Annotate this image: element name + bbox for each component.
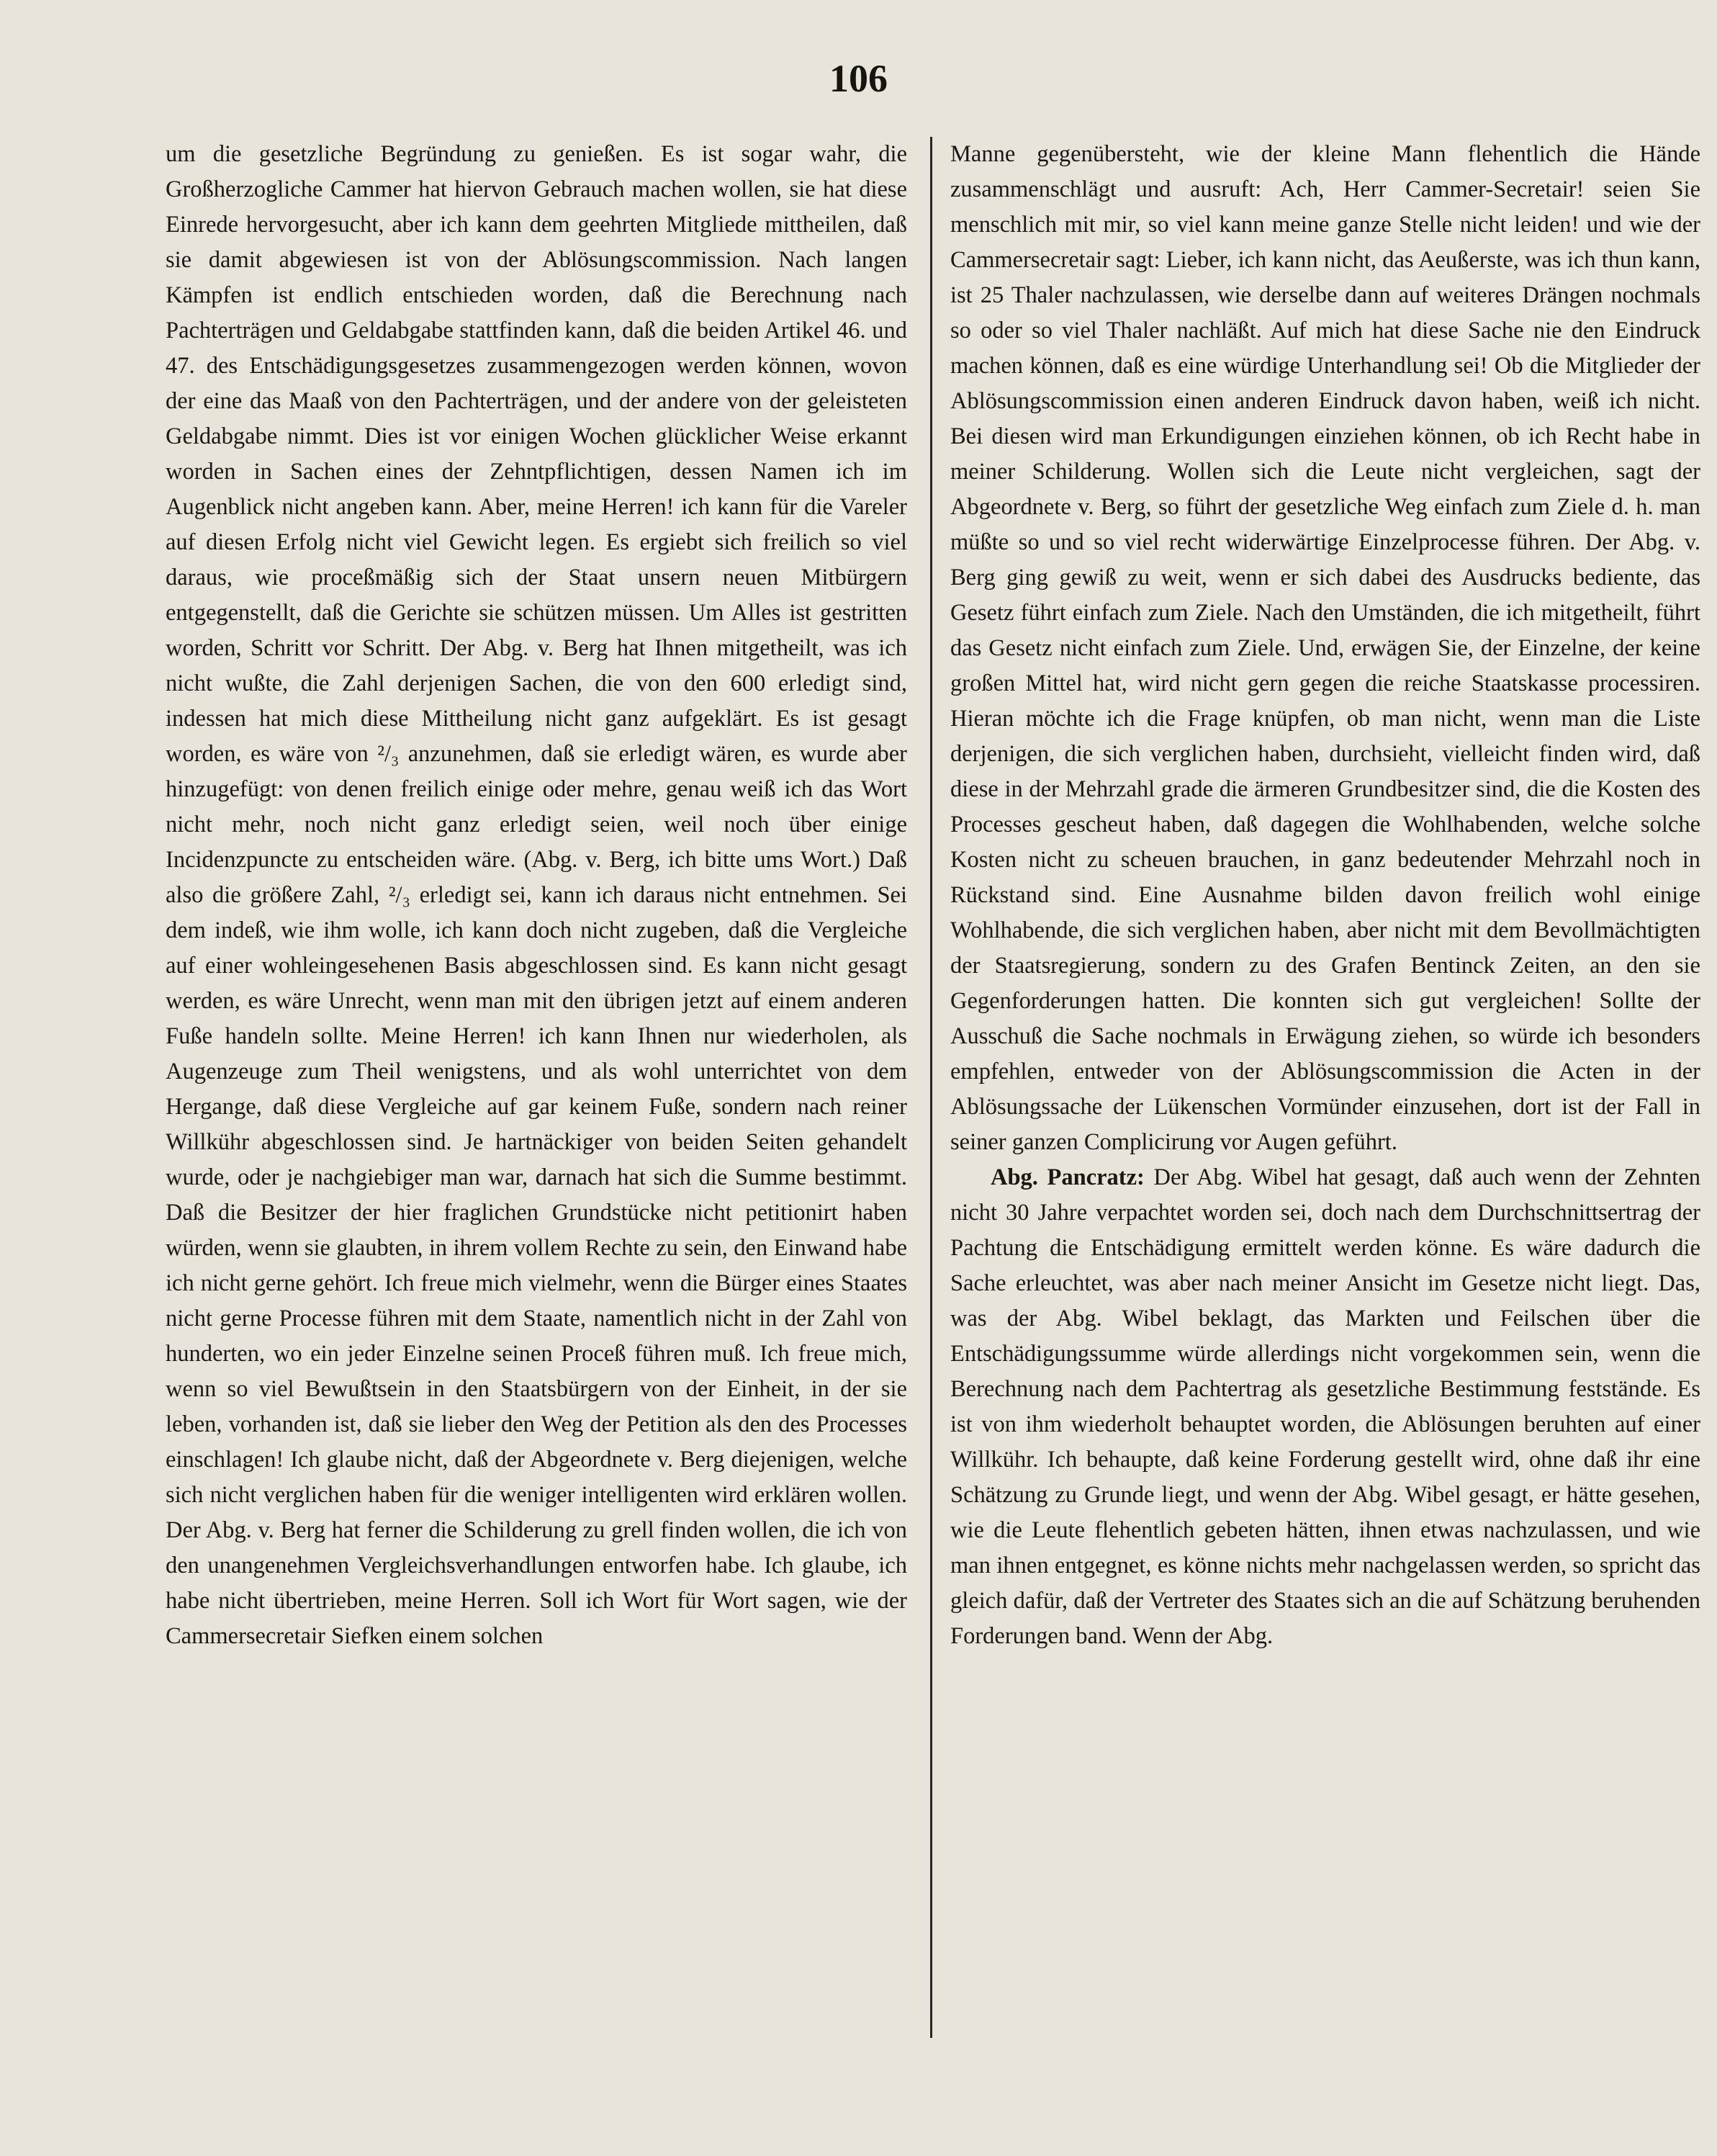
left-column xyxy=(166,137,907,1654)
left-paragraph: um die gesetzliche Begründung zu genießen. Es ist sogar wahr, die Großherzogliche Cammer hat hiervon Gebrauch machen wollen, sie hat diese Einrede hervorgesucht, aber ich kann dem geehrten Mitgliede mittheilen, daß sie damit abgewiesen ist von der Ablösungscommission. Nach langen Kämpfen ist endlich entschieden worden, daß die Berechnung nach Pachterträgen und Geldabgabe stattfinden kann, daß die beiden Artikel 46. und 47. des Entschädigungsgesetzes zusammengezogen werden können, wovon der eine das Maaß von den Pachterträgen, und der andere von der geleisteten Geldabgabe nimmt. Dies ist vor einigen Wochen glücklicher Weise erkannt worden in Sachen eines der Zehntpflichtigen, dessen Namen ich im Augenblick nicht angeben kann. Aber, meine Herren! ich kann für die Vareler auf diesen Erfolg nicht viel Gewicht legen. Es ergiebt sich freilich so viel daraus, wie proceßmäßig sich der Staat unsern neuen Mitbürgern entgegenstellt, daß die Gerichte sie schützen müssen. Um Alles ist gestritten worden, Schritt vor Schritt. Der Abg. v. Berg hat Ihnen mitgetheilt, was ich nicht wußte, die Zahl derjenigen Sachen, die von den 600 erledigt sind, indessen hat mich diese Mittheilung nicht ganz aufgeklärt. Es ist gesagt worden, es wäre von ²/₃ anzunehmen, daß sie erledigt wären, es wurde aber hinzugefügt: von denen freilich einige oder mehre, genau weiß ich das Wort nicht mehr, noch nicht ganz erledigt seien, weil noch über einige Incidenzpuncte zu entscheiden wäre. (Abg. v. Berg, ich bitte ums Wort.) Daß also die größere Zahl, ²/₃ erledigt sei, kann ich daraus nicht entnehmen. Sei dem indeß, wie ihm wolle, ich kann doch nicht zugeben, daß die Vergleiche auf einer wohleingesehenen Basis abgeschlossen sind. Es kann nicht gesagt werden, es wäre Unrecht, wenn man mit den übrigen jetzt auf einem anderen Fuße handeln sollte. Meine Herren! ich kann Ihnen nur wiederholen, als Augenzeuge zum Theil wenigstens, und als wohl unterrichtet von dem Hergange, daß diese Vergleiche auf gar keinem Fuße, sondern nach reiner Willkühr abgeschlossen sind. Je hartnäckiger von beiden Seiten gehandelt wurde, oder je nachgiebiger man war, darnach hat sich die Summe bestimmt. Daß die Besitzer der hier fraglichen Grundstücke nicht petitionirt haben würden, wenn sie glaubten, in ihrem vollem Rechte zu sein, den Einwand habe ich nicht gerne gehört. Ich freue mich vielmehr, wenn die Bürger eines Staates nicht gerne Processe führen mit dem Staate, namentlich nicht in der Zahl von hunderten, wo ein jeder Einzelne seinen Proceß führen muß. Ich freue mich, wenn so viel Bewußtsein in den Staatsbürgern von der Einheit, in der sie leben, vorhanden ist, daß sie lieber den Weg der Petition als den des Processes einschlagen! Ich glaube nicht, daß der Abgeordnete v. Berg diejenigen, welche sich nicht verglichen haben für die weniger intelligenten wird erklären wollen. Der Abg. v. Berg hat ferner die Schilderung zu grell finden wollen, die ich von den unangenehmen Vergleichsverhandlungen entworfen habe. Ich glaube, ich habe nicht übertrieben, meine Herren. Soll ich Wort für Wort sagen, wie der Cammersecretair Siefken einem solchen xyxy=(166,141,907,1649)
right-column xyxy=(950,137,1700,1654)
speech-paragraph xyxy=(950,1160,1700,1654)
right-paragraph: Manne gegenübersteht, wie der kleine Mann flehentlich die Hände zusammenschlägt und ausruft: Ach, Herr Cammer-Secretair! seien Sie menschlich mit mir, so viel kann meine ganze Stelle nicht leiden! und wie der Cammersecretair sagt: Lieber, ich kann nicht, das Aeußerste, was ich thun kann, ist 25 Thaler nachzulassen, wie derselbe dann auf weiteres Drängen nochmals so oder so viel Thaler nachläßt. Auf mich hat diese Sache nie den Eindruck machen können, daß es eine würdige Unterhandlung sei! Ob die Mitglieder der Ablösungscommission einen anderen Eindruck davon haben, weiß ich nicht. Bei diesen wird man Erkundigungen einziehen können, ob ich Recht habe in meiner Schilderung. Wollen sich die Leute nicht vergleichen, sagt der Abgeordnete v. Berg, so führt der gesetzliche Weg einfach zum Ziele d. h. man müßte so und so viel recht widerwärtige Einzelprocesse führen. Der Abg. v. Berg ging gewiß zu weit, wenn er sich dabei des Ausdrucks bediente, das Gesetz führt einfach zum Ziele. Nach den Umständen, die ich mitgetheilt, führt das Gesetz nicht einfach zum Ziele. Und, erwägen Sie, der Einzelne, der keine großen Mittel hat, wird nicht gern gegen die reiche Staatskasse processiren. Hieran möchte ich die Frage knüpfen, ob man nicht, wenn man die Liste derjenigen, die sich verglichen haben, durchsieht, vielleicht finden wird, daß diese in der Mehrzahl grade die ärmeren Grundbesitzer sind, die die Kosten des Processes gescheut haben, daß dagegen die Wohlhabenden, welche solche Kosten nicht zu scheuen brauchen, in ganz bedeutender Mehrzahl noch in Rückstand sind. Eine Ausnahme bilden davon freilich wohl einige Wohlhabende, die sich verglichen haben, aber nicht mit dem Bevollmächtigten der Staatsregierung, sondern zu des Grafen Bentinck Zeiten, an den sie Gegenforderungen hatten. Die konnten sich gut vergleichen! Sollte der Ausschuß die Sache nochmals in Erwägung ziehen, so würde ich besonders empfehlen, entweder von der Ablösungscommission die Acten in der Ablösungssache der Lükenschen Vormünder einzusehen, dort ist der Fall in seiner ganzen Complicirung vor Augen geführt. xyxy=(950,141,1700,1155)
page-number: 106 xyxy=(829,57,888,100)
column-divider xyxy=(930,137,932,2038)
speech-text: Der Abg. Wibel hat gesagt, daß auch wenn der Zehnten nicht 30 Jahre verpachtet worden sei, doch nach dem Durchschnittsertrag der Pachtung die Entschädigung ermittelt werden könne. Es wäre dadurch die Sache erleuchtet, was aber nach meiner Ansicht im Gesetze nicht liegt. Das, was der Abg. Wibel beklagt, das Markten und Feilschen über die Entschädigungssumme würde allerdings nicht vorgekommen sein, wenn die Berechnung nach dem Pachtertrag als gesetzliche Bestimmung feststände. Es ist von ihm wiederholt behauptet worden, die Ablösungen beruhten auf einer Willkühr. Ich behaupte, daß keine Forderung gestellt wird, ohne daß ihr eine Schätzung zu Grunde liegt, und wenn der Abg. Wibel gesagt, er hätte gesehen, wie die Leute flehentlich gebeten hätten, ihnen etwas nachzulassen, und wie man ihnen entgegnet, es könne nichts mehr nachgelassen werden, so spricht das gleich dafür, daß der Vertreter des Staates sich an die auf Schätzung beruhenden Forderungen band. Wenn der Abg. xyxy=(950,1164,1700,1649)
speaker-label: Abg. Pancratz: xyxy=(991,1164,1145,1190)
